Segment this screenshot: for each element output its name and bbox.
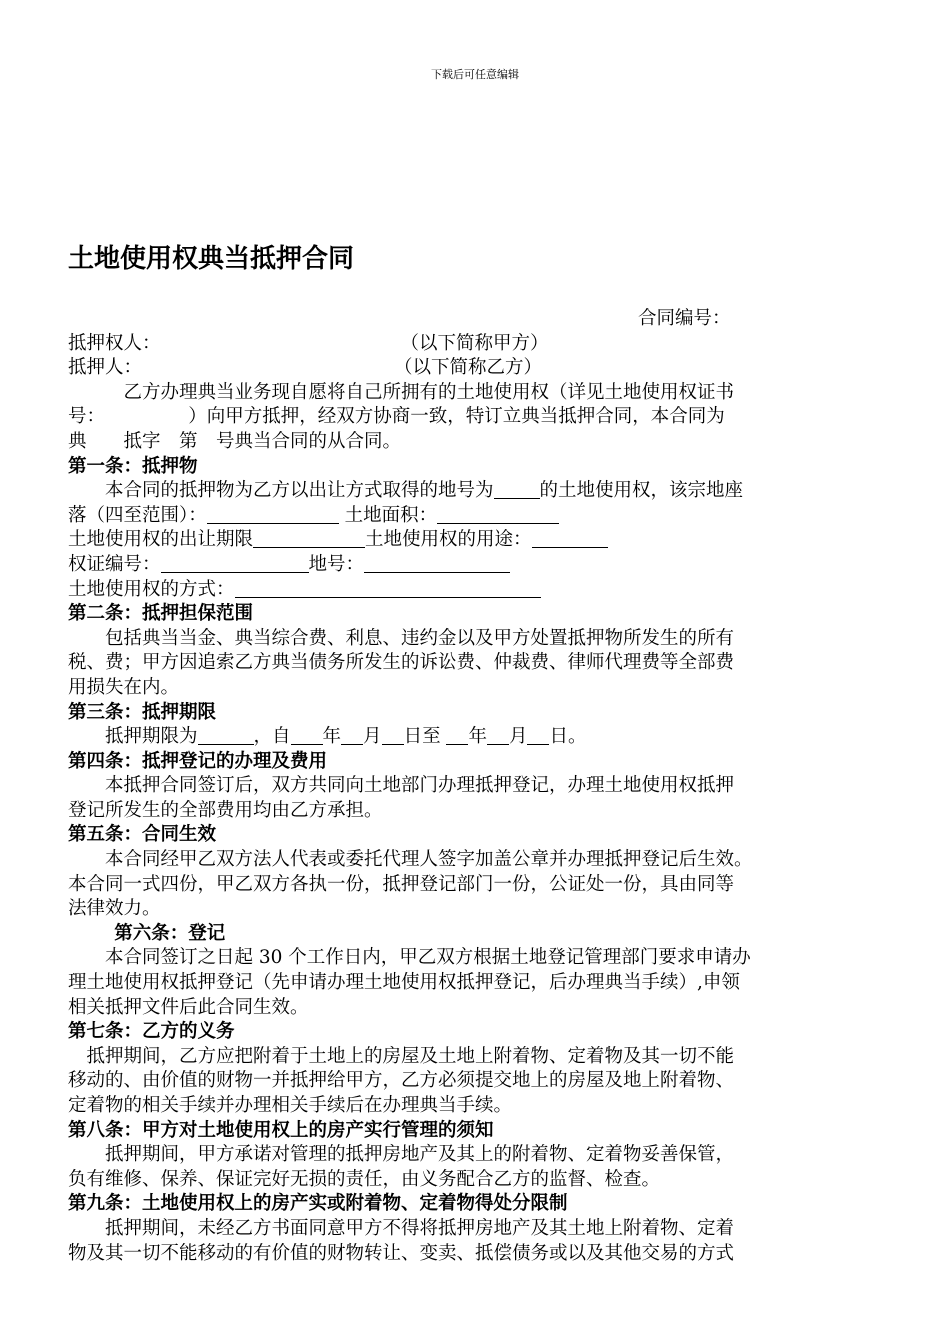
article-4-line-1: 本抵押合同签订后，双方共同向土地部门办理抵押登记，办理土地使用权抵押 [105,775,735,797]
mortgagor-line [68,356,883,381]
intro-line-1: 乙方办理典当业务现自愿将自己所拥有的土地使用权（详见土地使用权证书 [123,381,735,403]
article-2-heading: 第二条：抵押担保范围 [68,603,254,625]
article-1-line-3: 土地使用权的出让期限 土地使用权的用途： [68,528,883,553]
article-8-line-1: 抵押期间，甲方承诺对管理的抵押房地产及其上的附着物、定着物妥善保管， [105,1144,735,1166]
contract-number-label: 合同编号： [638,308,731,329]
article-5-heading: 第五条：合同生效 [68,824,217,846]
article-9-line-2: 物及其一切不能移动的有价值的财物转让、变卖、抵偿债务或以及其他交易的方式 [68,1242,735,1264]
mortgagee-label: 抵押权人： [68,332,161,354]
contract-body [68,307,883,1266]
mortgagee-line [68,332,883,357]
article-6-heading: 第六条：登记 [114,922,226,944]
article-5-line-1: 本合同经甲乙双方法人代表或委托代理人签字加盖公章并办理抵押登记后生效。 [105,849,753,871]
article-3-line-1: 抵押期限为 ，自 年 月 日至 年 月 日。 [105,726,587,748]
article-6-line-1: 本合同签订之日起 30 个工作日内，甲乙双方根据土地登记管理部门要求申请办 [105,947,751,969]
article-4-line-2: 登记所发生的全部费用均由乙方承担。 [68,799,383,821]
article-6-line-2: 理土地使用权抵押登记（先申请办理土地使用权抵押登记，后办理典当手续）,申领 [68,972,740,994]
article-8-line-2: 负有维修、保养、保证完好无损的责任，由义务配合乙方的监督、检查。 [68,1168,661,1190]
article-7-heading: 第七条：乙方的义务 [68,1021,235,1043]
article-2-line-2: 税、费；甲方因追索乙方典当债务所发生的诉讼费、仲裁费、律师代理费等全部费 [68,652,735,674]
article-9-heading: 第九条：土地使用权上的房产实或附着物、定着物得处分限制 [68,1193,568,1215]
document-title: 土地使用权典当抵押合同 [68,244,355,274]
article-1-line-2: 落（四至范围）： 土地面积： [68,504,883,529]
article-2-line-1: 包括典当当金、典当综合费、利息、违约金以及甲方处置抵押物所发生的所有 [105,627,735,649]
article-2-line-3: 用损失在内。 [68,676,180,698]
article-3-heading: 第三条：抵押期限 [68,701,217,723]
article-7-line-3: 定着物的相关手续并办理相关手续后在办理典当手续。 [68,1095,513,1116]
article-1-line-1: 本合同的抵押物为乙方以出让方式取得的地号为 的土地使用权，该宗地座 [105,480,744,502]
mortgagor-suffix: （以下简称乙方） [394,357,543,379]
mortgagor-label: 抵押人： [68,357,143,379]
intro-line-3: 典 抵字 第 号典当合同的从合同。 [68,430,402,452]
article-6-line-3: 相关抵押文件后此合同生效。 [68,996,309,1018]
header-note: 下载后可任意编辑 [431,68,519,81]
intro-line-2: 号： ）向甲方抵押，经双方协商一致，特订立典当抵押合同，本合同为 [68,406,725,428]
article-5-line-3: 法律效力。 [68,898,161,920]
article-8-heading: 第八条：甲方对土地使用权上的房产实行管理的须知 [68,1119,494,1141]
article-1-line-5: 土地使用权的方式： [68,578,883,603]
mortgagee-suffix: （以下简称甲方） [400,332,549,354]
article-1-line-4: 权证编号： 地号： [68,553,883,578]
article-7-line-2: 移动的、由价值的财物一并抵押给甲方，乙方必须提交地上的房屋及地上附着物、 [68,1070,735,1092]
article-9-line-1: 抵押期间，未经乙方书面同意甲方不得将抵押房地产及其土地上附着物、定着 [105,1217,735,1239]
article-1-heading: 第一条：抵押物 [68,455,198,477]
article-4-heading: 第四条：抵押登记的办理及费用 [68,750,328,772]
article-5-line-2: 本合同一式四份，甲乙双方各执一份，抵押登记部门一份，公证处一份，具由同等 [68,873,735,895]
article-7-line-1: 抵押期间，乙方应把附着于土地上的房屋及土地上附着物、定着物及其一切不能 [86,1045,735,1067]
